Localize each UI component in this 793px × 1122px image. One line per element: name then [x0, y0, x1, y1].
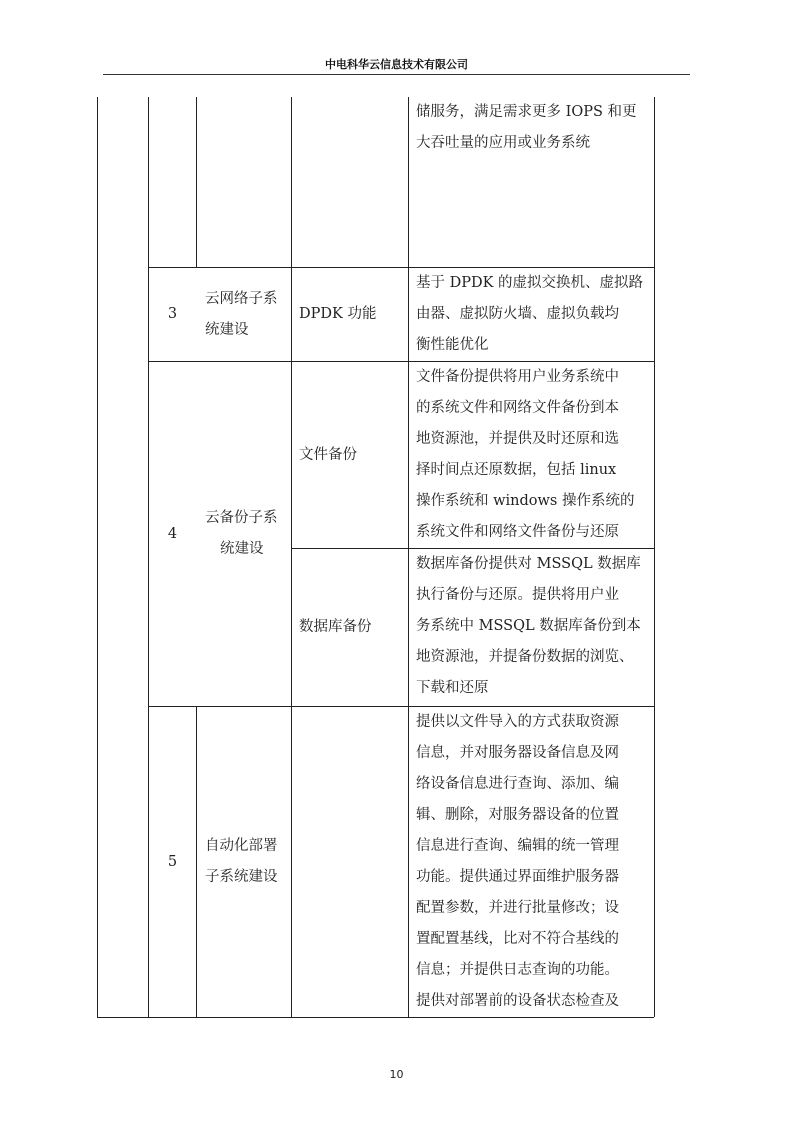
text-line: 统建设	[220, 541, 264, 557]
text-line: 的系统文件和网络文件备份到本	[416, 400, 619, 416]
table-cell-description	[416, 362, 652, 548]
col-divider-2	[196, 706, 197, 1017]
text-line: 操作系统和 windows 操作系统的	[416, 493, 635, 509]
table-cell-description	[416, 549, 652, 704]
text-line: 云网络子系	[205, 290, 278, 307]
text-line: 络设备信息进行查询、添加、编	[416, 776, 619, 792]
text-line: 配置参数，并进行批量修改；设	[416, 900, 619, 916]
table-border-left	[97, 97, 98, 1017]
table-cell-subsystem	[205, 268, 291, 361]
text-line: 地资源池，并提供及时还原和选	[416, 431, 619, 447]
table-border-bottom	[97, 1017, 654, 1018]
text-line: 辑、删除，对服务器设备的位置	[416, 807, 619, 823]
table-cell-number: 3	[167, 306, 178, 322]
text-line: 数据库备份提供对 MSSQL 数据库	[416, 556, 641, 572]
header-rule	[103, 74, 690, 75]
table-cell-function: 文件备份	[299, 446, 357, 463]
table-cell-subsystem	[205, 707, 291, 1017]
table-cell-description	[416, 707, 652, 1017]
table-cell-number: 5	[167, 853, 178, 870]
table-cell-function	[299, 707, 408, 1017]
text-line: 基于 DPDK 的虚拟交换机、虚拟路	[416, 275, 644, 291]
table-cell-number: 4	[167, 525, 178, 542]
text-line: 执行备份与还原。提供将用户业	[416, 587, 619, 603]
text-line: 由器、虚拟防火墙、虚拟负载均	[416, 306, 619, 322]
text-line: 衡性能优化	[416, 337, 489, 353]
text-line: 大吞吐量的应用或业务系统	[416, 135, 590, 151]
text-line: 置配置基线，比对不符合基线的	[416, 931, 619, 947]
text-line: 信息；并提供日志查询的功能。	[416, 962, 619, 978]
col-divider-3	[291, 97, 292, 1017]
page-header: 中电科华云信息技术有限公司	[325, 58, 468, 71]
text-line: 云备份子系	[205, 510, 278, 526]
page-number: 10	[389, 1068, 404, 1081]
text-line: 信息进行查询、编辑的统一管理	[416, 838, 619, 854]
table-cell-function: 数据库备份	[299, 619, 372, 635]
text-line: 自动化部署	[205, 838, 278, 854]
text-line: 下载和还原	[416, 680, 489, 696]
table-cell-description	[416, 268, 652, 361]
table-cell-function: DPDK 功能	[299, 306, 377, 322]
text-line: 储服务，满足需求更多 IOPS 和更	[416, 104, 637, 120]
col-divider-2	[196, 97, 197, 267]
text-line: 功能。提供通过界面维护服务器	[416, 869, 619, 885]
text-line: 文件备份提供将用户业务系统中	[416, 369, 619, 385]
text-line: 统建设	[205, 321, 249, 338]
text-line: 地资源池，并提备份数据的浏览、	[416, 649, 634, 665]
table-cell-description	[416, 97, 652, 159]
text-line: 子系统建设	[205, 869, 278, 885]
text-line: 提供对部署前的设备状态检查及	[416, 993, 619, 1009]
text-line: 信息，并对服务器设备信息及网	[416, 745, 619, 761]
table-border-right	[654, 97, 655, 1017]
text-line: 择时间点还原数据，包括 linux	[416, 462, 617, 478]
table-cell-subsystem	[205, 362, 291, 706]
text-line: 提供以文件导入的方式获取资源	[416, 714, 619, 730]
col-divider-4	[408, 97, 409, 1017]
text-line: 系统文件和网络文件备份与还原	[416, 524, 619, 540]
text-line: 务系统中 MSSQL 数据库备份到本	[416, 618, 641, 634]
